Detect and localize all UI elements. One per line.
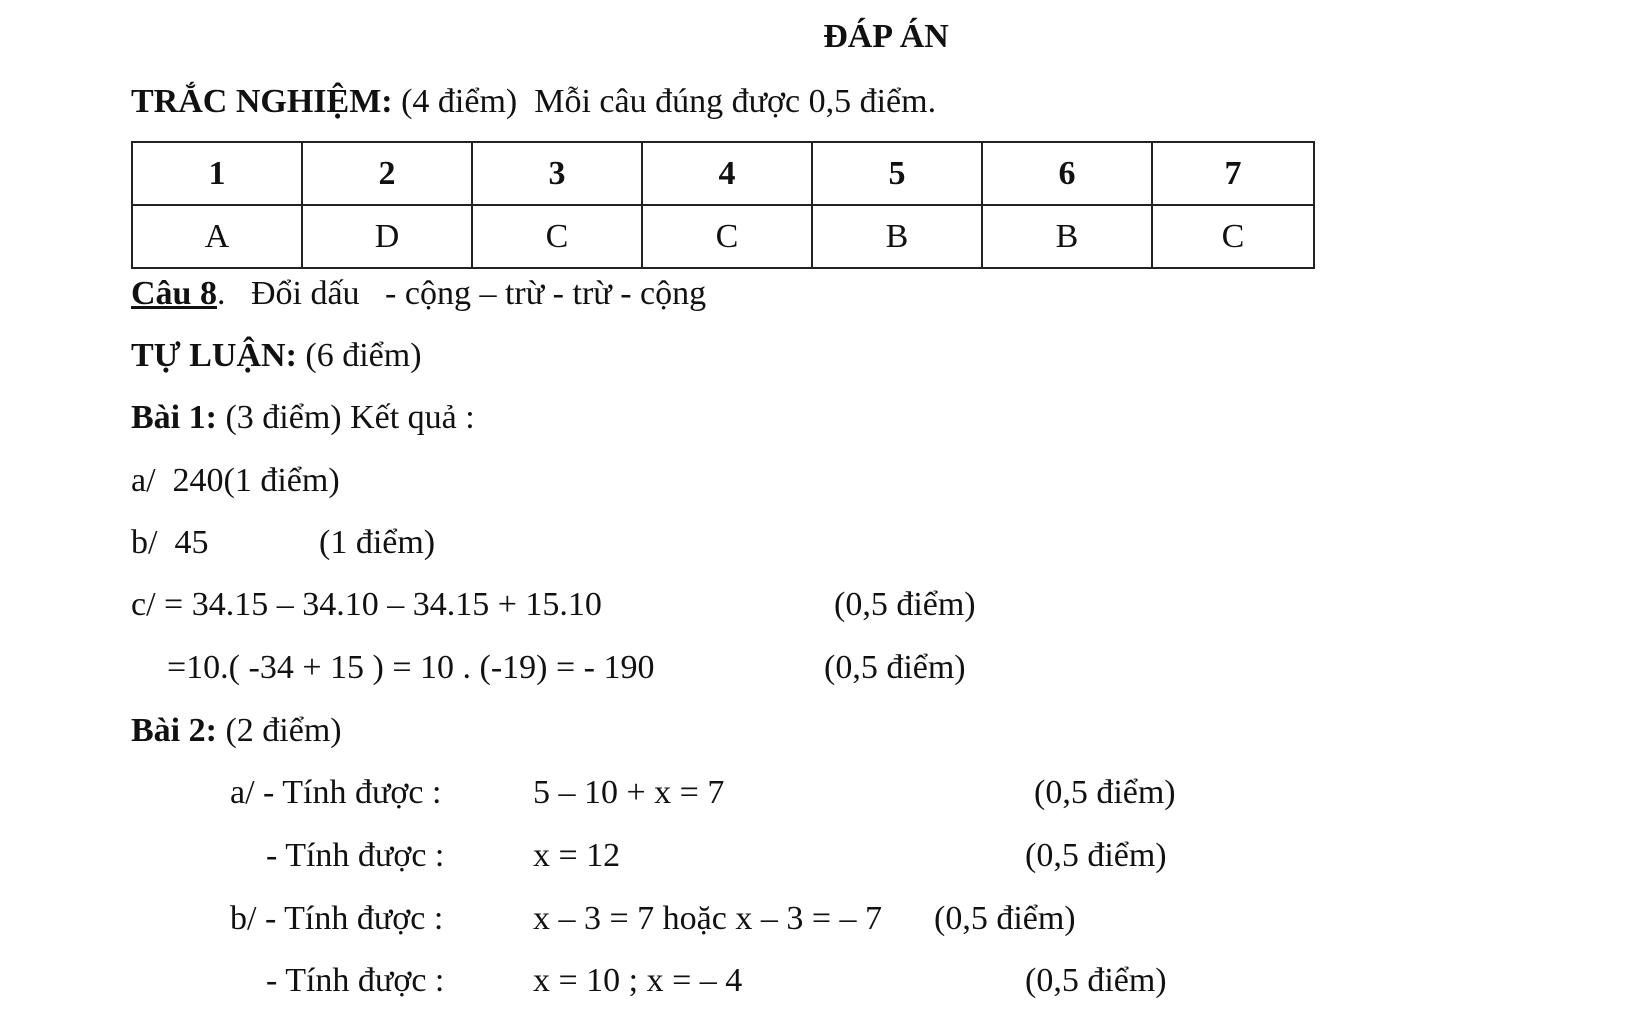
bai1-c2: =10.( -34 + 15 ) = 10 . (-19) = - 190 — [167, 649, 655, 686]
answer-cell: A — [132, 205, 302, 268]
tu-luan-points: (6 điểm) — [296, 337, 422, 374]
bai2-line-score: (0,5 điểm) — [934, 900, 1076, 937]
bai2-line-score: (0,5 điểm) — [1034, 774, 1176, 811]
bai2-line-score: (0,5 điểm) — [1025, 962, 1167, 999]
bai2-heading — [131, 711, 342, 751]
trac-nghiem-points: (4 điểm) Mỗi câu đúng được 0,5 điểm. — [392, 83, 937, 120]
answer-table-header-row — [132, 142, 1314, 205]
answer-cell: D — [302, 205, 472, 268]
bai2-text: (2 điểm) — [216, 712, 342, 749]
question-number-cell: 2 — [302, 142, 472, 205]
bai2-line-expr: x = 10 ; x = – 4 — [533, 962, 743, 999]
question-number-cell: 4 — [642, 142, 812, 205]
bai2-line-prefix: - Tính được : — [266, 962, 445, 999]
bai1-c1: c/ = 34.15 – 34.10 – 34.15 + 15.10 — [131, 586, 602, 623]
answer-table-answer-row — [132, 205, 1314, 268]
answer-table — [131, 141, 1315, 269]
bai2-line-prefix: a/ - Tính được : — [230, 774, 442, 811]
tu-luan-label: TỰ LUẬN: — [131, 337, 297, 374]
bai1-heading — [131, 398, 475, 438]
bai2-line-prefix: - Tính được : — [266, 837, 445, 874]
bai2-line-expr: 5 – 10 + x = 7 — [533, 774, 725, 811]
cau8-text: . Đổi dấu - cộng – trừ - trừ - cộng — [216, 275, 707, 312]
trac-nghiem-label: TRẮC NGHIỆM: — [131, 83, 393, 120]
bai1-c2-score: (0,5 điểm) — [824, 649, 966, 686]
tu-luan-heading — [131, 336, 422, 376]
bai2-line-prefix: b/ - Tính được : — [230, 900, 444, 937]
question-number-cell: 5 — [812, 142, 982, 205]
bai2-line-expr: x = 12 — [533, 837, 621, 874]
trac-nghiem-heading — [131, 82, 936, 122]
question-number-cell: 7 — [1152, 142, 1314, 205]
bai2-line-expr: x – 3 = 7 hoặc x – 3 = – 7 — [533, 900, 883, 937]
bai1-c1-score: (0,5 điểm) — [834, 586, 976, 623]
bai1-b-value: b/ 45 — [131, 524, 209, 561]
question-number-cell: 6 — [982, 142, 1152, 205]
question-number-cell: 1 — [132, 142, 302, 205]
bai2-line-score: (0,5 điểm) — [1025, 837, 1167, 874]
bai1-text: (3 điểm) Kết quả : — [216, 399, 475, 436]
cau8-line — [131, 274, 706, 314]
bai1-a: a/ 240(1 điểm) — [131, 462, 340, 499]
answer-cell: C — [642, 205, 812, 268]
answer-cell: B — [812, 205, 982, 268]
bai2-label: Bài 2: — [131, 712, 217, 749]
question-number-cell: 3 — [472, 142, 642, 205]
answer-cell: C — [1152, 205, 1314, 268]
bai1-b-score: (1 điểm) — [319, 524, 436, 561]
cau8-label: Câu 8 — [131, 275, 217, 312]
page-title: ĐÁP ÁN — [823, 18, 949, 55]
answer-cell: B — [982, 205, 1152, 268]
answer-cell: C — [472, 205, 642, 268]
bai1-label: Bài 1: — [131, 399, 217, 436]
